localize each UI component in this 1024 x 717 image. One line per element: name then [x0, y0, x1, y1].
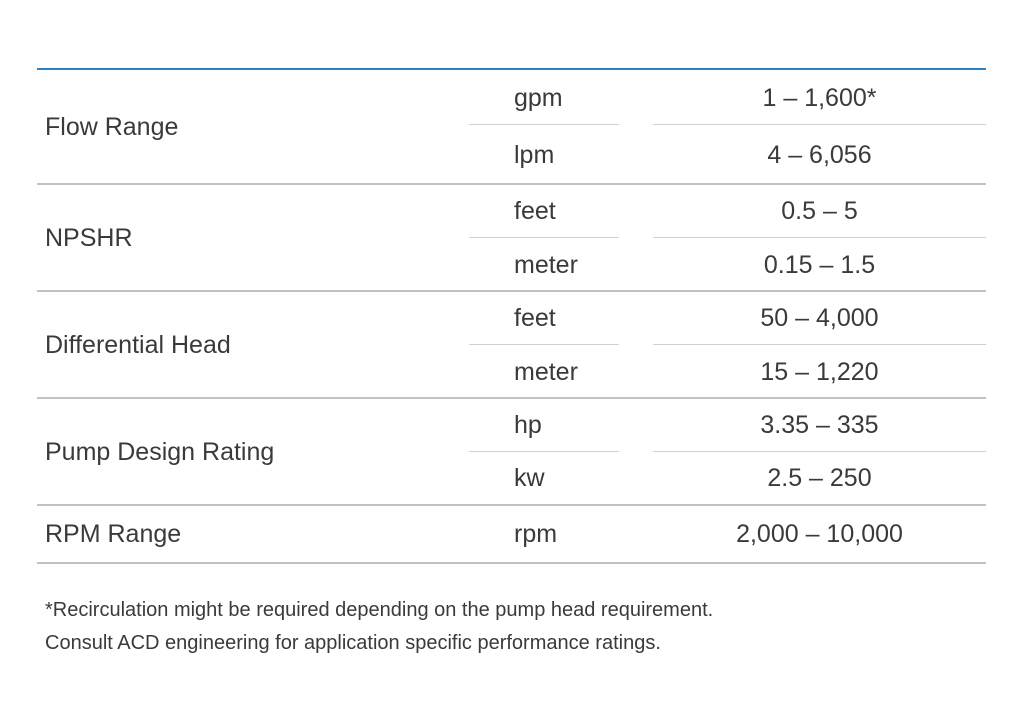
row-value: 50 – 4,000	[760, 304, 879, 332]
row-label: NPSHR	[45, 224, 133, 252]
row-unit: feet	[514, 197, 556, 225]
row-value: 4 – 6,056	[767, 141, 872, 169]
row-value: 2.5 – 250	[767, 464, 872, 492]
row-label: RPM Range	[45, 520, 182, 548]
footnote-line: *Recirculation might be required depending on the pump head requirement.	[45, 599, 714, 621]
group-divider	[37, 562, 986, 564]
row-npshr	[37, 185, 986, 292]
sub-divider	[469, 237, 619, 238]
row-label: Differential Head	[45, 331, 231, 359]
sub-divider	[653, 124, 986, 125]
row-differential-head	[37, 292, 986, 399]
row-unit: gpm	[514, 84, 563, 112]
row-flow-range	[37, 68, 986, 185]
footnote	[45, 594, 713, 660]
row-value: 15 – 1,220	[760, 358, 879, 386]
row-value: 0.5 – 5	[781, 197, 858, 225]
row-value: 3.35 – 335	[760, 411, 879, 439]
row-value: 0.15 – 1.5	[763, 251, 876, 279]
spec-table	[37, 68, 986, 564]
row-unit: kw	[514, 464, 545, 492]
sub-divider	[469, 344, 619, 345]
sub-divider	[469, 124, 619, 125]
row-pump-design-rating	[37, 399, 986, 506]
row-unit: lpm	[514, 141, 555, 169]
row-label: Flow Range	[45, 113, 179, 141]
sub-divider	[653, 344, 986, 345]
row-unit: meter	[514, 251, 578, 279]
row-value: 1 – 1,600*	[762, 84, 877, 112]
sub-divider	[469, 451, 619, 452]
sub-divider	[653, 451, 986, 452]
row-label: Pump Design Rating	[45, 438, 275, 466]
row-unit: rpm	[514, 520, 558, 548]
row-unit: hp	[514, 411, 542, 439]
row-unit: feet	[514, 304, 556, 332]
footnote-line: Consult ACD engineering for application specific performance ratings.	[45, 632, 661, 654]
row-rpm-range	[37, 506, 986, 564]
row-unit: meter	[514, 358, 578, 386]
row-value: 2,000 – 10,000	[736, 520, 903, 548]
sub-divider	[653, 237, 986, 238]
